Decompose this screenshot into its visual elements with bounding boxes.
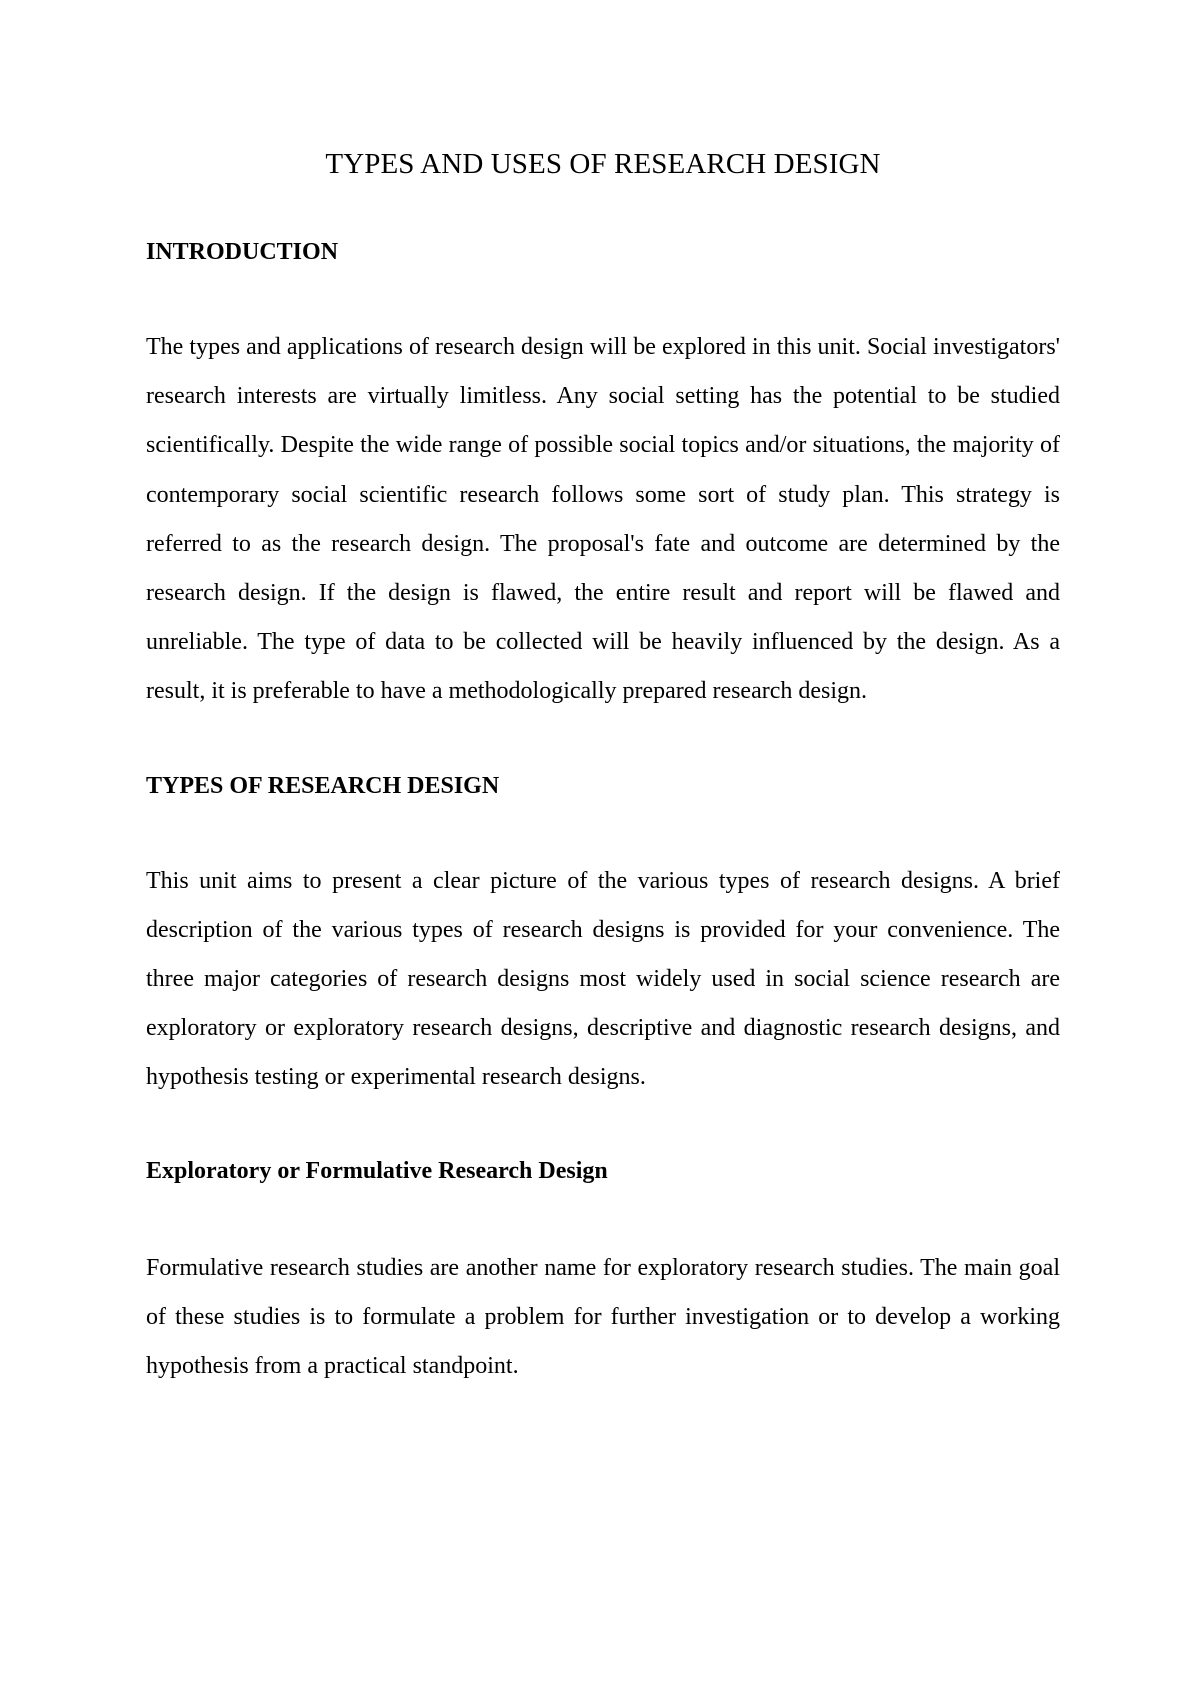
document-body: [146, 144, 1060, 1391]
section-heading-introduction: INTRODUCTION: [146, 239, 339, 265]
section-heading-types-of-research-design: TYPES OF RESEARCH DESIGN: [146, 772, 500, 799]
paragraph-types-of-research-design: This unit aims to present a clear picture of the various types of research designs. A brief description of the various types of research designs is provided for your convenience. The three major categories of research designs most widely used in social science research are exploratory or exploratory research designs, descriptive and diagnostic research designs, and hypothesis testing or experimental research designs.: [146, 867, 1060, 1091]
document-title: TYPES AND USES OF RESEARCH DESIGN: [325, 148, 881, 180]
section-heading-exploratory-design: Exploratory or Formulative Research Design: [146, 1157, 608, 1184]
paragraph-exploratory-design: Formulative research studies are another name for exploratory research studies. The main goal of these studies is to formulate a problem for further investigation or to develop a working hypothesis from a practical standpoint.: [146, 1254, 1060, 1380]
paragraph-introduction: The types and applications of research design will be explored in this unit. Social investigators' research interests are virtually limitless. Any social setting has the potential to be studied scientifically. Despite the wide range of possible social topics and/or situations, the majority of contemporary social scientific research follows some sort of study plan. This strategy is referred to as the research design. The proposal's fate and outcome are determined by the research design. If the design is flawed, the entire result and report will be flawed and unreliable. The type of data to be collected will be heavily influenced by the design. As a result, it is preferable to have a methodologically prepared research design.: [146, 334, 1060, 705]
